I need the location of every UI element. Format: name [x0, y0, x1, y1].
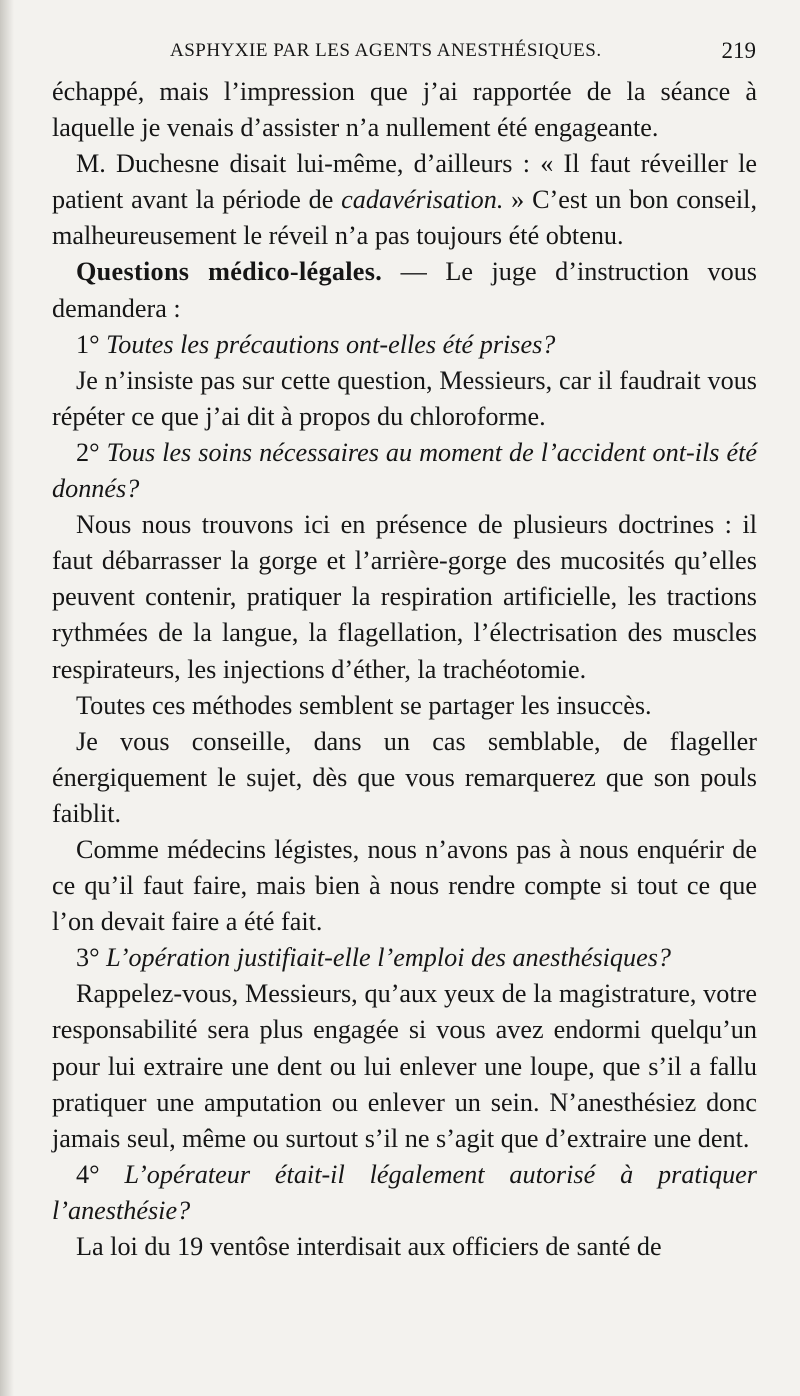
- paragraph-chloroforme: Je n’insiste pas sur cette question, Messieurs, car il faudrait vous répéter ce que j’ai dit à propos du chloroforme.: [52, 365, 757, 431]
- section-heading: Questions médico-légales.: [76, 257, 383, 287]
- question-number: 2°: [76, 437, 100, 467]
- paragraph-text: » C’est un bon conseil, malheureusement le réveil n’a pas toujours été obtenu.: [52, 185, 757, 251]
- question-number: 1°: [76, 329, 100, 359]
- page-header: [170, 40, 756, 70]
- paragraph-continuation: échappé, mais l’impression que j’ai rapportée de la séance à laquelle je venais d’assister n’a nullement été engageante.: [52, 77, 757, 143]
- section-intro: [52, 254, 757, 326]
- paragraph-duchesne-quote: [52, 146, 757, 254]
- page-number: 219: [721, 38, 756, 63]
- question-number: 4°: [76, 1159, 100, 1189]
- question-text: L’opérateur était-il légalement autorisé à pratiquer l’anesthésie?: [52, 1159, 757, 1225]
- paragraph-loi-ventose: La loi du 19 ventôse interdisait aux officiers de santé de: [76, 1232, 662, 1261]
- running-title: ASPHYXIE PAR LES AGENTS ANESTHÉSIQUES.: [170, 40, 602, 61]
- question-1: [52, 327, 757, 363]
- paragraph-magistrature: Rappelez-vous, Messieurs, qu’aux yeux de la magistrature, votre responsabilité sera plus engagée si vous avez endormi quelqu’un pour lui extraire une dent ou lui enlever une loupe, que s’il a fallu pratiquer une amputation ou enlever un sein. N’anesthésiez donc jamais seul, même ou surtout s’il ne s’agit que d’extraire une dent.: [52, 979, 757, 1153]
- body-text: [52, 74, 757, 1265]
- paragraph-doctrines: Nous nous trouvons ici en présence de plusieurs doctrines : il faut débarrasser la gorge et l’arrière-gorge des mucosités qu’elles peuvent contenir, pratiquer la respiration artificielle, les tractions rythmées de la langue, la flagellation, l’électrisation des muscles respirateurs, les injections d’éther, la trachéotomie.: [52, 510, 757, 684]
- paragraph-insucces: Toutes ces méthodes semblent se partager les insuccès.: [76, 690, 652, 720]
- paragraph-text: M. Duchesne disait lui-même, d’ailleurs : « Il faut réveiller le patient avant la période de: [52, 149, 757, 215]
- question-text: Toutes les précautions ont-elles été prises?: [99, 329, 556, 359]
- emphasized-term: cadavérisation.: [341, 185, 504, 215]
- question-text: Tous les soins nécessaires au moment de l’accident ont-ils été donnés?: [52, 437, 757, 504]
- paragraph-medecins-legistes: Comme médecins légistes, nous n’avons pas à nous enquérir de ce qu’il faut faire, mais bien à nous rendre compte si tout ce que l’on devait faire a été fait.: [52, 834, 757, 937]
- paragraph-conseil: Je vous conseille, dans un cas semblable, de flageller énergiquement le sujet, dès que vous remarquerez que son pouls faiblit.: [52, 726, 757, 828]
- question-3: [52, 940, 757, 976]
- question-2: [52, 435, 757, 507]
- question-4: [52, 1157, 757, 1229]
- question-text: L’opération justifiait-elle l’emploi des anesthésiques?: [99, 943, 672, 973]
- question-number: 3°: [76, 943, 100, 973]
- section-intro-text: — Le juge d’instruction vous demandera :: [52, 257, 757, 323]
